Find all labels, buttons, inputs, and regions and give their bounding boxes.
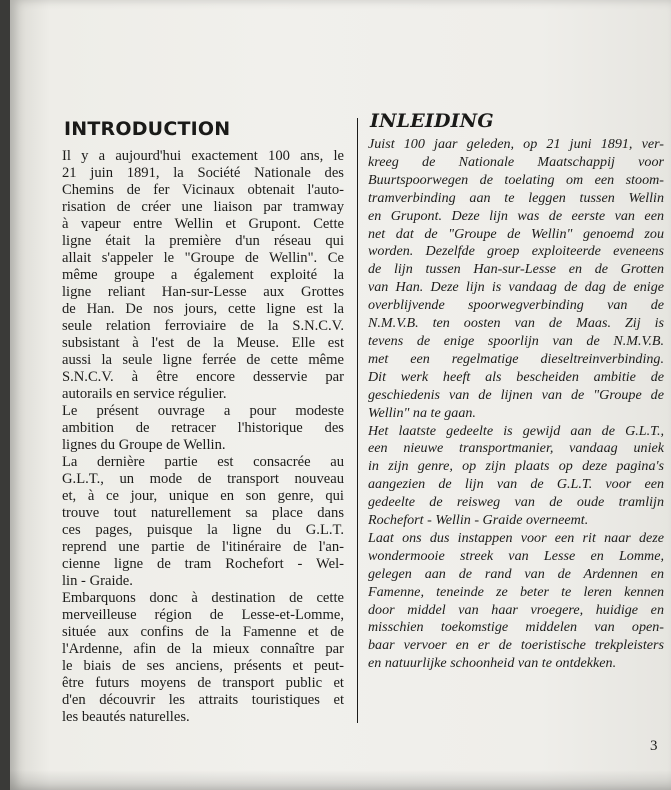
text-line: Wellin" na te gaan. bbox=[368, 404, 476, 421]
text-line: Chemins de fer Vicinaux obtenait l'auto- bbox=[62, 182, 344, 198]
text-line: 21 juin 1891, la Société Nationale des bbox=[62, 165, 344, 181]
text-line: de Han. De nos jours, cette ligne est la bbox=[62, 301, 344, 317]
text-line: worden. Dezelfde groep exploiteerde eveneens bbox=[368, 243, 664, 260]
text-line: allait s'appeler le "Groupe de Wellin". Ce bbox=[62, 250, 344, 266]
text-line: ligne était la première d'un réseau qui bbox=[62, 233, 344, 249]
text-line: aangezien de lijn van de G.L.T. voor een bbox=[368, 476, 664, 493]
french-heading: INTRODUCTION bbox=[64, 118, 231, 140]
text-line: à vapeur entre Wellin et Grupont. Cette bbox=[62, 216, 344, 232]
text-line: en natuurlijke schoonheid van te ontdekken. bbox=[368, 655, 617, 672]
french-column bbox=[62, 118, 344, 726]
text-line: door middel van haar vroegere, huidige en bbox=[368, 601, 664, 618]
dutch-heading: INLEIDING bbox=[370, 110, 494, 132]
text-line: N.M.V.B. ten oosten van de Maas. Zij is bbox=[368, 315, 664, 332]
text-line: baar vervoer en er de toeristische trekpleisters bbox=[368, 637, 664, 654]
text-line: d'en découvrir les attraits touristiques et bbox=[62, 692, 344, 708]
text-line: ces pages, puisque la ligne du G.L.T. bbox=[62, 522, 344, 538]
text-line: gedeelte de reisweg van de oude tramlijn bbox=[368, 494, 664, 511]
text-line: tramverbinding aan te leggen tussen Wellin bbox=[368, 189, 664, 206]
text-line: Juist 100 jaar geleden, op 21 juni 1891, ver- bbox=[368, 136, 664, 152]
text-line: met een regelmatige dieseltreinverbinding. bbox=[368, 350, 664, 367]
text-line: een nieuwe transportmanier, vandaag uniek bbox=[368, 440, 664, 457]
text-line: les beautés naturelles. bbox=[62, 709, 190, 725]
text-line: net dat de "Groupe de Wellin" genoemd zou bbox=[368, 225, 664, 242]
text-line: Laat ons dus instappen voor een rit naar deze bbox=[368, 529, 664, 546]
text-line: le biais de ses anciens, présents et peut- bbox=[62, 658, 344, 674]
text-line: Het laatste gedeelte is gewijd aan de G.L.T., bbox=[368, 422, 664, 439]
book-page bbox=[10, 0, 671, 790]
page-edge-shadow bbox=[10, 770, 671, 790]
text-line: Buurtspoorwegen de toelating om een stoom- bbox=[368, 171, 664, 188]
text-line: geschiedenis van de lijnen van de "Groupe de bbox=[368, 386, 664, 403]
text-line: lignes du Groupe de Wellin. bbox=[62, 437, 226, 453]
text-line: de lijn tussen Han-sur-Lesse en de Grotten bbox=[368, 261, 664, 278]
text-line: même groupe a également exploité la bbox=[62, 267, 344, 283]
text-line: Il y a aujourd'hui exactement 100 ans, le bbox=[62, 148, 344, 164]
text-line: subsistant à l'est de la Meuse. Elle est bbox=[62, 335, 344, 351]
text-line: cienne ligne de tram Rochefort - Wel- bbox=[62, 556, 344, 572]
text-line: aussi la seule ligne ferrée de cette même bbox=[62, 352, 344, 368]
text-line: misschien toekomstige middelen van open- bbox=[368, 619, 664, 636]
text-line: kreeg de Nationale Maatschappij voor bbox=[368, 153, 664, 170]
text-line: l'Ardenne, afin de la mieux connaître par bbox=[62, 641, 344, 657]
text-line: et, à ce jour, unique en son genre, qui bbox=[62, 488, 344, 504]
french-text bbox=[62, 148, 344, 726]
text-line: reprend une partie de l'itinéraire de l'an- bbox=[62, 539, 344, 555]
text-line: Rochefort - Wellin - Graide overneemt. bbox=[368, 512, 589, 529]
column-divider bbox=[357, 118, 358, 723]
text-line: tevens de enige spoorlijn van de N.M.V.B. bbox=[368, 332, 664, 349]
text-line: La dernière partie est consacrée au bbox=[62, 454, 344, 470]
text-line: gelegen aan de rand van de Ardennen en bbox=[368, 565, 664, 582]
text-line: merveilleuse région de Lesse-et-Lomme, bbox=[62, 607, 344, 623]
text-line: ligne reliant Han-sur-Lesse aux Grottes bbox=[62, 284, 344, 300]
text-line: van Han. Deze lijn is vandaag de dag de enige bbox=[368, 279, 664, 296]
text-line: en Grupont. Deze lijn was de eerste van een bbox=[368, 207, 664, 224]
text-line: wondermooie streek van Lesse en Lomme, bbox=[368, 547, 664, 564]
text-line: overblijvende spoorwegverbinding van de bbox=[368, 297, 664, 314]
text-line: lin - Graide. bbox=[62, 573, 133, 589]
text-line: in zijn genre, op zijn plaats op deze pagina's bbox=[368, 458, 664, 475]
dutch-text bbox=[368, 136, 664, 673]
text-line: S.N.C.V. à être encore desservie par bbox=[62, 369, 344, 385]
text-line: Le présent ouvrage a pour modeste bbox=[62, 403, 344, 419]
text-line: autorails en service régulier. bbox=[62, 386, 227, 402]
text-line: seule relation ferroviaire de la S.N.C.V. bbox=[62, 318, 344, 334]
text-line: ambition de retracer l'historique des bbox=[62, 420, 344, 436]
text-line: Famenne, teneinde ze beter te leren kennen bbox=[368, 583, 664, 600]
text-line: Dit werk heeft als bescheiden ambitie de bbox=[368, 368, 664, 385]
text-line: risation de créer une liaison par tramway bbox=[62, 199, 344, 215]
text-line: située aux confins de la Famenne et de bbox=[62, 624, 344, 640]
text-line: Embarquons donc à destination de cette bbox=[62, 590, 344, 606]
page-number: 3 bbox=[650, 738, 658, 754]
text-line: trouve tout naturellement sa place dans bbox=[62, 505, 344, 521]
text-line: G.L.T., un mode de transport nouveau bbox=[62, 471, 344, 487]
text-line: être futurs moyens de transport public et bbox=[62, 675, 344, 691]
dutch-column bbox=[368, 110, 664, 673]
